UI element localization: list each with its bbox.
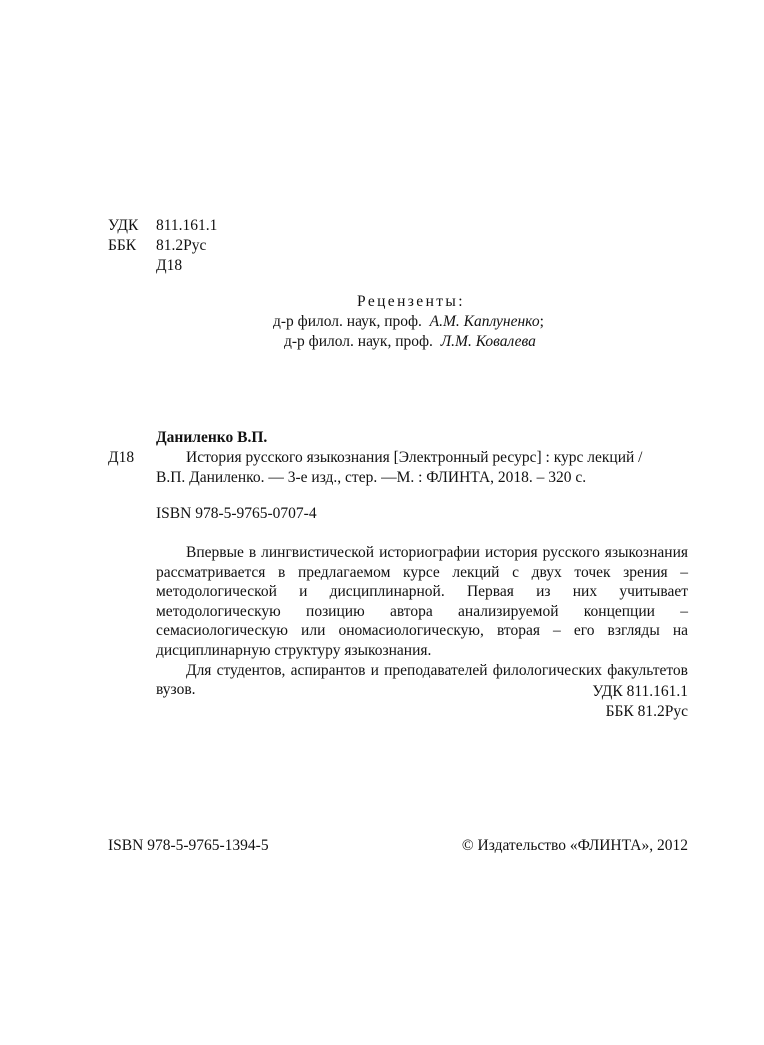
reviewer-2-title: д-р филол. наук, проф. (284, 333, 433, 350)
reviewer-2 (284, 332, 536, 352)
copyright: © Издательство «ФЛИНТА», 2012 (461, 837, 688, 854)
abstract-paragraph-1: Впервые в лингвистической историографии история русского языкознания рассматривается в предлагаемом курсе лекций с двух точек зрения – методологической и дисциплинарной. Первая из них учитывает методологическую позицию автора анализируемой концепции – семасиологическую или ономасиологическую, вторая – его взгляды на дисциплинарную структуру языкознания. (156, 544, 688, 659)
catalog-isbn: ISBN 978-5-9765-0707-4 (156, 505, 317, 522)
reviewer-2-name: Л.М. Ковалева (440, 333, 536, 350)
udk-value: 811.161.1 (156, 217, 218, 234)
bottom-bbk: ББК 81.2Рус (605, 703, 688, 720)
abstract (156, 543, 688, 700)
bbk-line (108, 236, 206, 256)
reviewer-1-suffix: ; (539, 313, 544, 330)
catalog-edition-line: В.П. Даниленко. — 3-е изд., стер. —М. : ФЛИНТА, 2018. – 320 с. (156, 469, 587, 486)
abstract-paragraph-2: Для студентов, аспирантов и преподавателей филологических факультетов вузов. (156, 661, 688, 699)
footer-isbn: ISBN 978-5-9765-1394-5 (108, 837, 269, 854)
reviewers-heading: Рецензенты: (357, 293, 465, 310)
catalog-title-line: История русского языкознания [Электронный ресурс] : курс лекций / (186, 449, 643, 466)
udk-label: УДК (108, 217, 139, 234)
bottom-udk: УДК 811.161.1 (592, 683, 688, 700)
author-mark-top: Д18 (156, 257, 183, 274)
bbk-value: 81.2Рус (156, 237, 207, 254)
reviewer-1-name: А.М. Каплуненко (429, 313, 540, 330)
reviewer-1 (273, 312, 544, 332)
bbk-label: ББК (108, 237, 137, 254)
udk-line (108, 216, 217, 236)
catalog-author-mark: Д18 (108, 449, 135, 466)
reviewer-1-title: д-р филол. наук, проф. (273, 313, 422, 330)
catalog-author: Даниленко В.П. (156, 429, 268, 446)
